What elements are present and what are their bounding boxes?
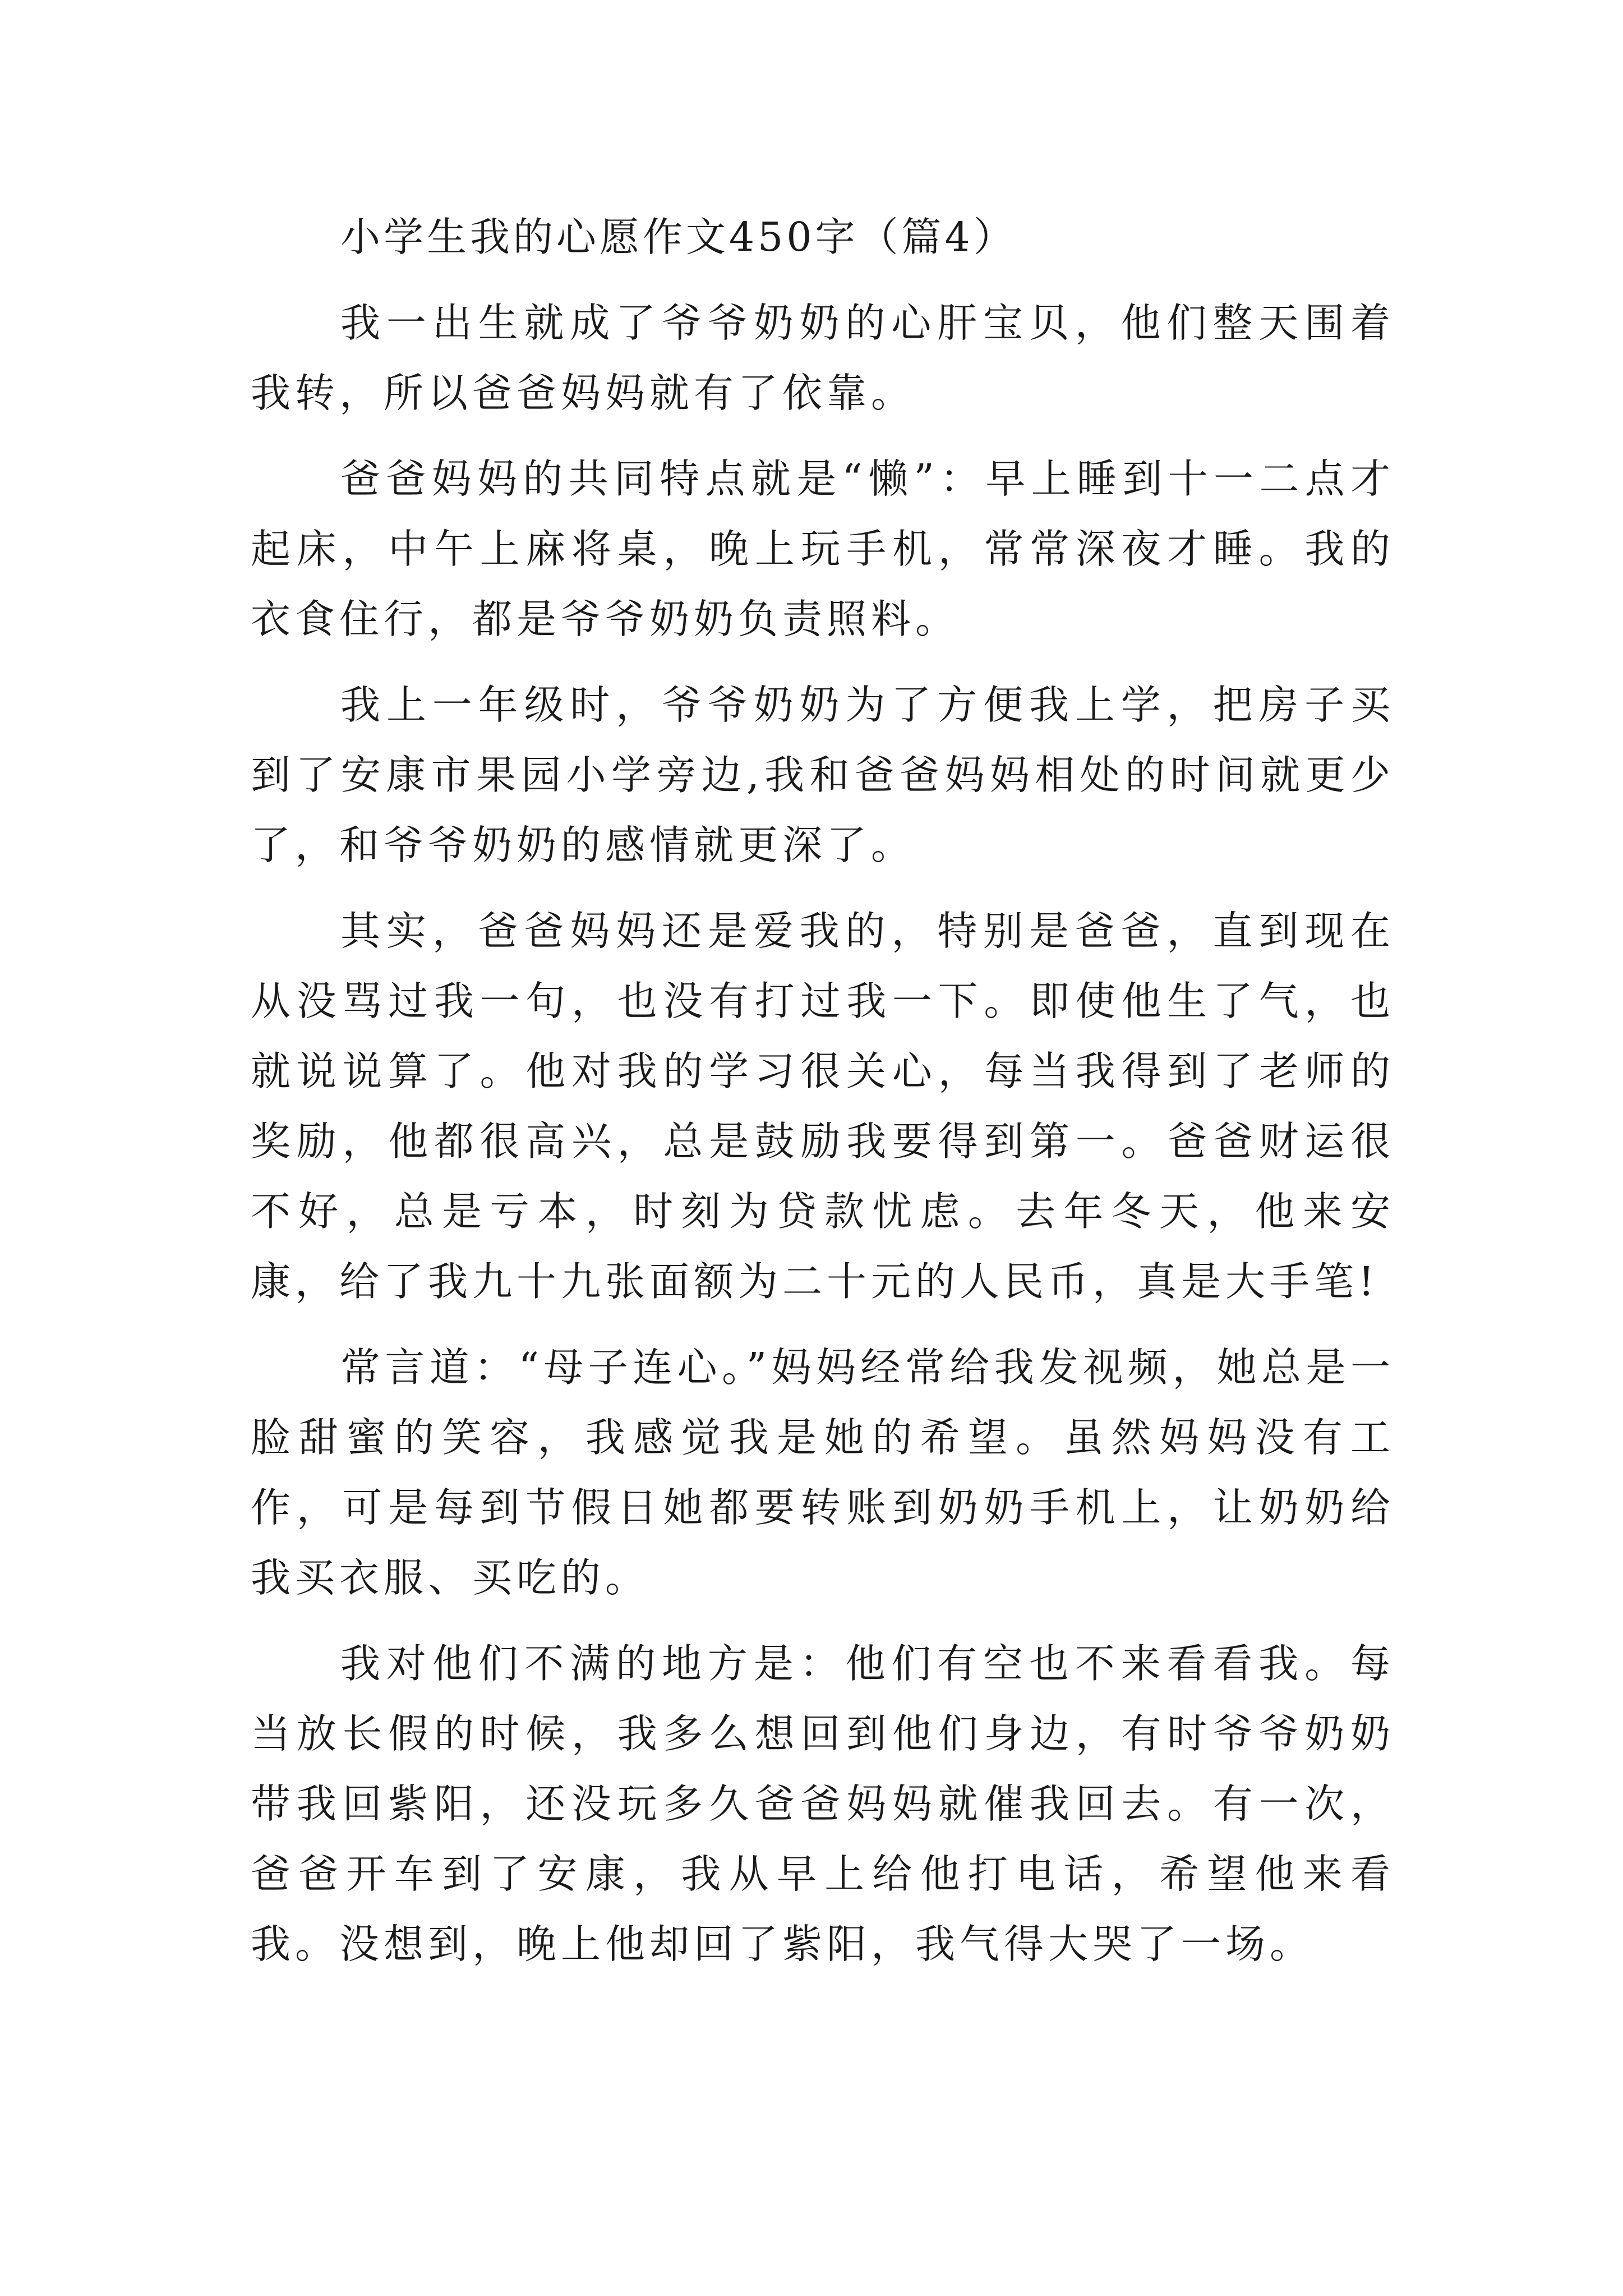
paragraph-3: 我上一年级时，爷爷奶奶为了方便我上学，把房子买到了安康市果园小学旁边,我和爸爸妈妈相处的时间就更少了，和爷爷奶奶的感情就更深了。: [251, 682, 1395, 868]
paragraph-4: 其实，爸爸妈妈还是爱我的，特别是爸爸，直到现在从没骂过我一句，也没有打过我一下。即使他生了气，也就说说算了。他对我的学习很关心，每当我得到了老师的奖励，他都很高兴，总是鼓励我要得到第一。爸爸财运很不好，总是亏本，时刻为贷款忧虑。去年冬天，他来安康，给了我九十九张面额为二十元的人民币，真是大手笔!: [251, 908, 1395, 1305]
paragraph-2: 爸爸妈妈的共同特点就是“懒”：早上睡到十一二点才起床，中午上麻将桌，晚上玩手机，常常深夜才睡。我的衣食住行，都是爷爷奶奶负责照料。: [251, 455, 1395, 642]
document-title: 小学生我的心愿作文450字（篇4）: [340, 214, 1017, 260]
paragraph-5: 常言道：“母子连心。”妈妈经常给我发视频，她总是一脸甜蜜的笑容，我感觉我是她的希望。虽然妈妈没有工作，可是每到节假日她都要转账到奶奶手机上，让奶奶给我买衣服、买吃的。: [251, 1344, 1395, 1601]
document-body: [251, 202, 1395, 1979]
paragraph-1: 我一出生就成了爷爷奶奶的心肝宝贝，他们整天围着我转，所以爸爸妈妈就有了依靠。: [251, 300, 1395, 416]
paragraph-6: 我对他们不满的地方是：他们有空也不来看看我。每当放长假的时候，我多么想回到他们身边，有时爷爷奶奶带我回紫阳，还没玩多久爸爸妈妈就催我回去。有一次，爸爸开车到了安康，我从早上给他打电话，希望他来看我。没想到，晚上他却回了紫阳，我气得大哭了一场。: [251, 1640, 1395, 1967]
